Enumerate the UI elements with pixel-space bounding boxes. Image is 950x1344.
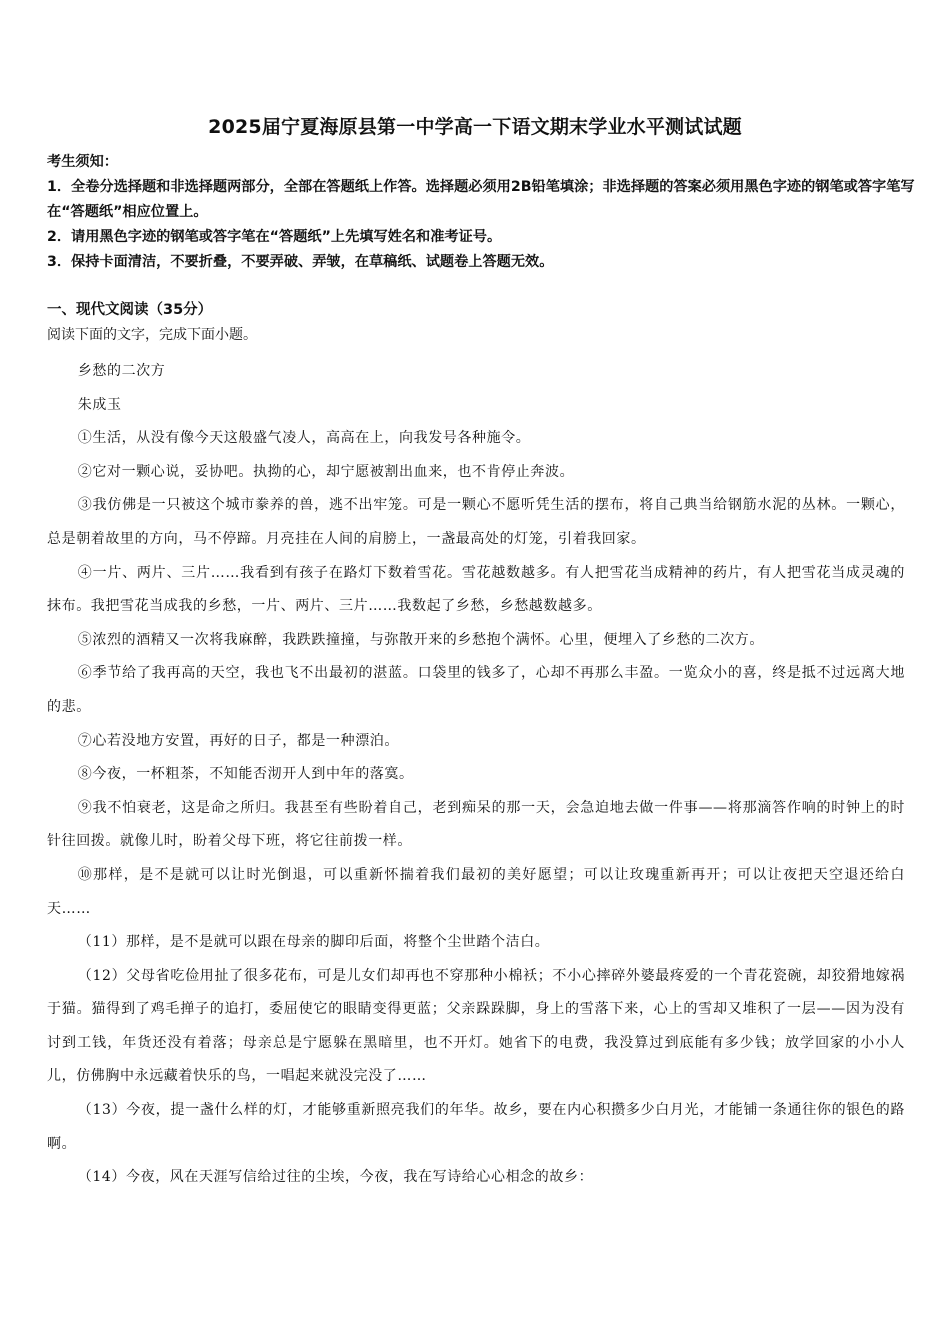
reading-passage bbox=[47, 355, 905, 1195]
notice-item: 2．请用黑色字迹的钢笔或答字笔在“答题纸”上先填写姓名和准考证号。 bbox=[47, 229, 502, 245]
poem-title: 乡愁的二次方 bbox=[77, 363, 166, 379]
passage-paragraph: ②它对一颗心说，妥协吧。执拗的心，却宁愿被割出血来，也不肯停止奔波。 bbox=[77, 463, 575, 480]
passage-paragraph: ⑨我不怕衰老，这是命之所归。我甚至有些盼着自己，老到痴呆的那一天，会急迫地去做一件事——将那滴答作响的时钟上的时针往回拨。就像儿时，盼着父母下班，将它往前拨一样。 bbox=[47, 799, 905, 850]
notice-item: 1．全卷分选择题和非选择题两部分，全部在答题纸上作答。选择题必须用2B铅笔填涂；非选择题的答案必须用黑色字迹的钢笔或答字笔写在“答题纸”相应位置上。 bbox=[47, 179, 915, 220]
notice-list bbox=[47, 175, 917, 275]
poem-author: 朱成玉 bbox=[77, 396, 122, 413]
passage-paragraph: ③我仿佛是一只被这个城市豢养的兽，逃不出牢笼。可是一颗心不愿听凭生活的摆布，将自己典当给钢筋水泥的丛林。一颗心，总是朝着故里的方向，马不停蹄。月亮挂在人间的肩膀上，一盏最高处的灯笼，引着我回家。 bbox=[47, 497, 905, 547]
passage-paragraph: ⑧今夜，一杯粗茶，不知能否沏开人到中年的落寞。 bbox=[77, 766, 414, 783]
passage-paragraph: ⑤浓烈的酒精又一次将我麻醉，我跌跌撞撞，与弥散开来的乡愁抱个满怀。心里，便埋入了乡愁的二次方。 bbox=[77, 631, 764, 648]
section-instruction: 阅读下面的文字，完成下面小题。 bbox=[47, 327, 257, 343]
passage-paragraph: （14）今夜，风在天涯写信给过往的尘埃，今夜，我在写诗给心心相念的故乡： bbox=[77, 1169, 594, 1186]
passage-paragraph: ⑦心若没地方安置，再好的日子，都是一种漂泊。 bbox=[77, 732, 399, 749]
passage-paragraph: ④一片、两片、三片……我看到有孩子在路灯下数着雪花。雪花越数越多。有人把雪花当成精神的药片，有人把雪花当成灵魂的抹布。我把雪花当成我的乡愁，一片、两片、三片……我数起了乡愁，乡愁越数越多。 bbox=[47, 564, 905, 615]
passage-paragraph: ①生活，从没有像今天这般盛气凌人，高高在上，向我发号各种施令。 bbox=[77, 430, 531, 447]
passage-paragraph: ⑩那样，是不是就可以让时光倒退，可以重新怀揣着我们最初的美好愿望；可以让玫瑰重新再开；可以让夜把天空退还给白天…… bbox=[47, 866, 905, 917]
passage-paragraph: ⑥季节给了我再高的天空，我也飞不出最初的湛蓝。口袋里的钱多了，心却不再那么丰盈。一览众小的喜，终是抵不过远离大地的悲。 bbox=[47, 665, 905, 715]
passage-paragraph: （12）父母省吃俭用扯了很多花布，可是儿女们却再也不穿那种小棉袄；不小心摔碎外婆最疼爱的一个青花瓷碗，却狡猾地嫁祸于猫。猫得到了鸡毛掸子的追打，委屈使它的眼睛变得更蓝；父亲跺跺脚，身上的雪落下来，心上的雪却又堆积了一层——因为没有讨到工钱，年货还没有着落；母亲总是宁愿躲在黑暗里，也不开灯。她省下的电费，我没算过到底能有多少钱；放学回家的小小人儿，仿佛胸中永远藏着快乐的鸟，一唱起来就没完没了…… bbox=[47, 967, 905, 1085]
exam-title: 2025届宁夏海原县第一中学高一下语文期末学业水平测试试题 bbox=[208, 116, 742, 138]
passage-paragraph: （13）今夜，提一盏什么样的灯，才能够重新照亮我们的年华。故乡，要在内心积攒多少白月光，才能铺一条通往你的银色的路啊。 bbox=[47, 1102, 905, 1152]
notice-item: 3．保持卡面清洁，不要折叠，不要弄破、弄皱，在草稿纸、试题卷上答题无效。 bbox=[47, 254, 554, 270]
passage-paragraph: （11）那样，是不是就可以跟在母亲的脚印后面，将整个尘世踏个洁白。 bbox=[77, 934, 550, 951]
section-heading: 一、现代文阅读（35分） bbox=[47, 302, 213, 318]
notice-heading: 考生须知： bbox=[47, 154, 118, 170]
